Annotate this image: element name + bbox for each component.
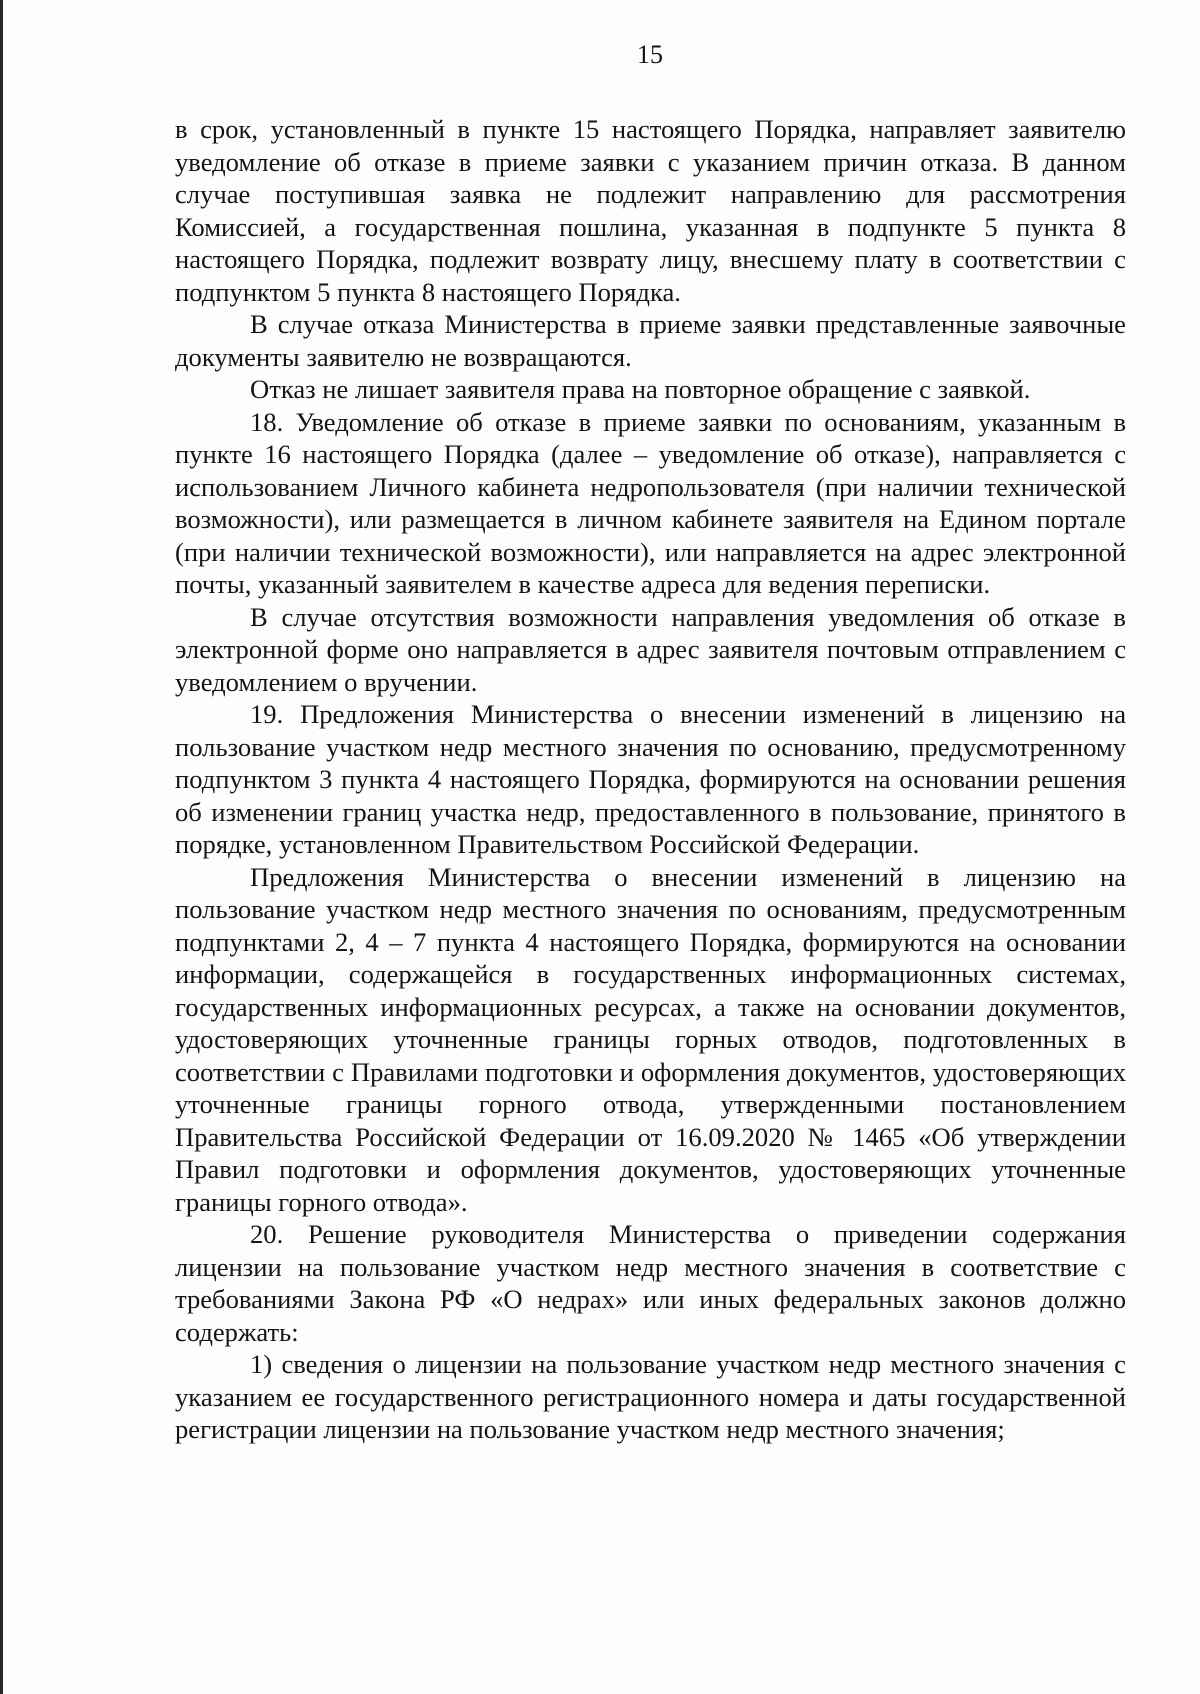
paragraph-item-18: 18. Уведомление об отказе в приеме заявки по основаниям, указанным в пункте 16 настоящего Порядка (далее – уведомление об отказе), направляется с использованием Личного кабинета недропользователя (при наличии технической возможности), или размещается в личном кабинете заявителя на Едином портале (при наличии технической возможности), или направляется на адрес электронной почты, указанный заявителем в качестве адреса для ведения переписки. [175,406,1126,599]
scan-left-edge [0,0,3,1694]
paragraph-proposals-basis: Предложения Министерства о внесении изменений в лицензию на пользование участком недр местного значения по основаниям, предусмотренным подпунктами 2, 4 – 7 пункта 4 настоящего Порядка, формируются на основании информации, содержащейся в государственных информационных системах, государственных информационных ресурсах, а также на основании документов, удостоверяющих уточненные границы горных отводов, подготовленных в соответствии с Правилами подготовки и оформления документов, удостоверяющих уточненные границы горного отвода, утвержденными постановлением Правительства Российской Федерации от 16.09.2020 № 1465 «Об утверждении Правил подготовки и оформления документов, удостоверяющих уточненные границы горного отвода». [175,861,1126,1217]
paragraph-subitem-1: 1) сведения о лицензии на пользование участком недр местного значения с указанием ее государственного регистрационного номера и даты государственной регистрации лицензии на пользование участком недр местного значения; [175,1349,1126,1444]
paragraph-refusal-rights: Отказ не лишает заявителя права на повторное обращение с заявкой. [250,374,1031,404]
paragraph-continuation: в срок, установленный в пункте 15 настоящего Порядка, направляет заявителю уведомление об отказе в приеме заявки с указанием причин отказа. В данном случае поступившая заявка не подлежит направлению для рассмотрения Комиссией, а государственная пошлина, указанная в подпункте 5 пункта 8 настоящего Порядка, подлежит возврату лицу, внесшему плату в соответствии с подпунктом 5 пункта 8 настоящего Порядка. [175,114,1126,307]
paragraph-postal-notice: В случае отсутствия возможности направления уведомления об отказе в электронной форме оно направляется в адрес заявителя почтовым отправлением с уведомлением о вручении. [175,601,1126,697]
paragraph-item-20: 20. Решение руководителя Министерства о приведении содержания лицензии на пользование участком недр местного значения в соответствие с требованиями Закона РФ «О недрах» или иных федеральных законов должно содержать: [175,1219,1126,1347]
document-body [175,113,1126,1446]
page-number: 15 [637,40,663,69]
paragraph-item-19: 19. Предложения Министерства о внесении изменений в лицензию на пользование участком недр местного значения по основанию, предусмотренному подпунктом 3 пункта 4 настоящего Порядка, формируются на основании решения об изменении границ участка недр, предоставленного в пользование, принятого в порядке, установленном Правительством Российской Федерации. [175,699,1126,859]
paragraph-documents-not-returned: В случае отказа Министерства в приеме заявки представленные заявочные документы заявителю не возвращаются. [175,309,1126,372]
